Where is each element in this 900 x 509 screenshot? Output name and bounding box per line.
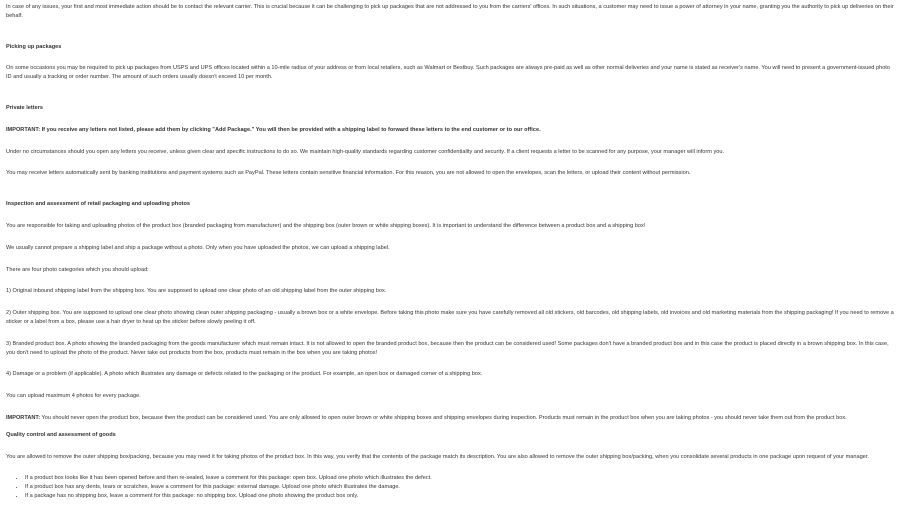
heading-quality-control: Quality control and assessment of goods	[6, 431, 116, 438]
heading-picking-up-packages: Picking up packages	[6, 43, 62, 50]
photo-category-1: 1) Original inbound shipping label from the shipping box. You are supposed to upload one clear photo of an old shipping label from the outer shipping box.	[6, 288, 387, 295]
heading-inspection: Inspection and assessment of retail packaging and uploading photos	[6, 201, 191, 208]
heading-private-letters: Private letters	[6, 104, 44, 111]
important-label: IMPORTANT:	[6, 414, 41, 421]
inspection-paragraph-2: We usually cannot prepare a shipping label and ship a package without a photo. Only when you have uploaded the photos, we can upload a shipping label.	[6, 244, 390, 251]
quality-bullet-list	[6, 474, 894, 500]
list-item: • If a package has no shipping box, leave a comment for this package: no shipping box. Upload one photo showing the product box only.	[25, 492, 894, 501]
important-text: You should never open the product box, because then the product can be considered used. You are only allowed to open outer brown or white shipping boxes and shipping envelopes during inspection. Products must remain in the product box when you are taking photos - you should never take them out from the product box.	[40, 414, 847, 421]
list-item: • If a product box looks like it has been opened before and then re-sealed, leave a comment for this package: open box. Upload one photo which illustrates the defect.	[25, 474, 894, 483]
inspection-paragraph-1: You are responsible for taking and uploading photos of the product box (branded packaging from manufacturer) and the shipping box (outer brown or white shipping boxes). It is important to understand the difference between a product box and a shipping box!	[6, 222, 646, 229]
private-letters-important: IMPORTANT: If you receive any letters not listed, please add them by clicking "Add Package." You will then be provided with a shipping label to forward these letters to the end customer or to our office.	[6, 126, 541, 133]
inspection-important-note	[6, 414, 894, 423]
photo-category-3: 3) Branded product box. A photo showing the branded packaging from the goods manufacturer which must remain intact. It is not allowed to open the branded product box, because then the product can be considered used! Some packages don't have a branded product box and in this case the product is placed directly in a brown shipping box. In this case, you don't need to upload the photo of the product. Never take out products from the box, products must remain in the box when you are taking photos!	[6, 340, 889, 356]
private-letters-paragraph-1: Under no circumstances should you open any letters you receive, unless given clear and specific instructions to do so. We maintain high-quality standards regarding customer confidentiality and security. If a client requests a letter to be scanned for any purpose, your manager will inform you.	[6, 148, 725, 155]
photo-category-4: 4) Damage or a problem (if applicable). A photo which illustrates any damage or defects related to the packaging or the product. For example, an open box or damaged corner of a shipping box.	[6, 371, 483, 378]
private-letters-paragraph-2: You may receive letters automatically sent by banking institutions and payment systems such as PayPal. These letters contain sensitive financial information. For this reason, you are not allowed to open the envelopes, scan the letters, or upload their content without permission.	[6, 170, 691, 177]
max-photos-note: You can upload maximum 4 photos for every package.	[6, 393, 141, 400]
quality-paragraph-1: You are allowed to remove the outer shipping box/packing, because you may need it for taking photos of the product box. In this way, you verify that the contents of the package match its description. You are also allowed to remove the outer shipping box/packing, when you consolidate several products in one package upon request of your manager.	[6, 453, 869, 460]
picking-up-paragraph: On some occasions you may be required to pick up packages from USPS and UPS offices located within a 10-mile radius of your address or from local retailers, such as Walmart or Bestbuy. Such packages are always pre-paid as well as other normal deliveries and your name is stated as receiver's name. You will need to present a government-issued photo ID and usually a tracking or order number. The amount of such orders usually doesn't exceed 10 per month.	[6, 65, 890, 81]
inspection-paragraph-3: There are four photo categories which you should upload:	[6, 266, 149, 273]
list-item: • If a product box has any dents, tears or scratches, leave a comment for this package: external damage. Upload one photo which illustrates the damage.	[25, 483, 894, 492]
intro-paragraph: In case of any issues, your first and most immediate action should be to contact the relevant carrier. This is crucial because it can be challenging to pick up packages that are not addressed to you from the carriers' offices. In such situations, a customer may need to issue a power of attorney in your name, granting you the authority to pick up deliveries on their behalf.	[6, 4, 894, 19]
photo-category-2: 2) Outer shipping box. You are supposed to upload one clear photo showing clean outer shipping packaging - usually a brown box or a white envelope. Before taking this photo make sure you have carefully removed all old stickers, old barcodes, old shipping labels, old invoices and old marketing materials from the shipping packaging! If you need to remove a sticker or a label from a box, please use a hair dryer to heat up the sticker before slowly peeling it off.	[6, 310, 894, 325]
